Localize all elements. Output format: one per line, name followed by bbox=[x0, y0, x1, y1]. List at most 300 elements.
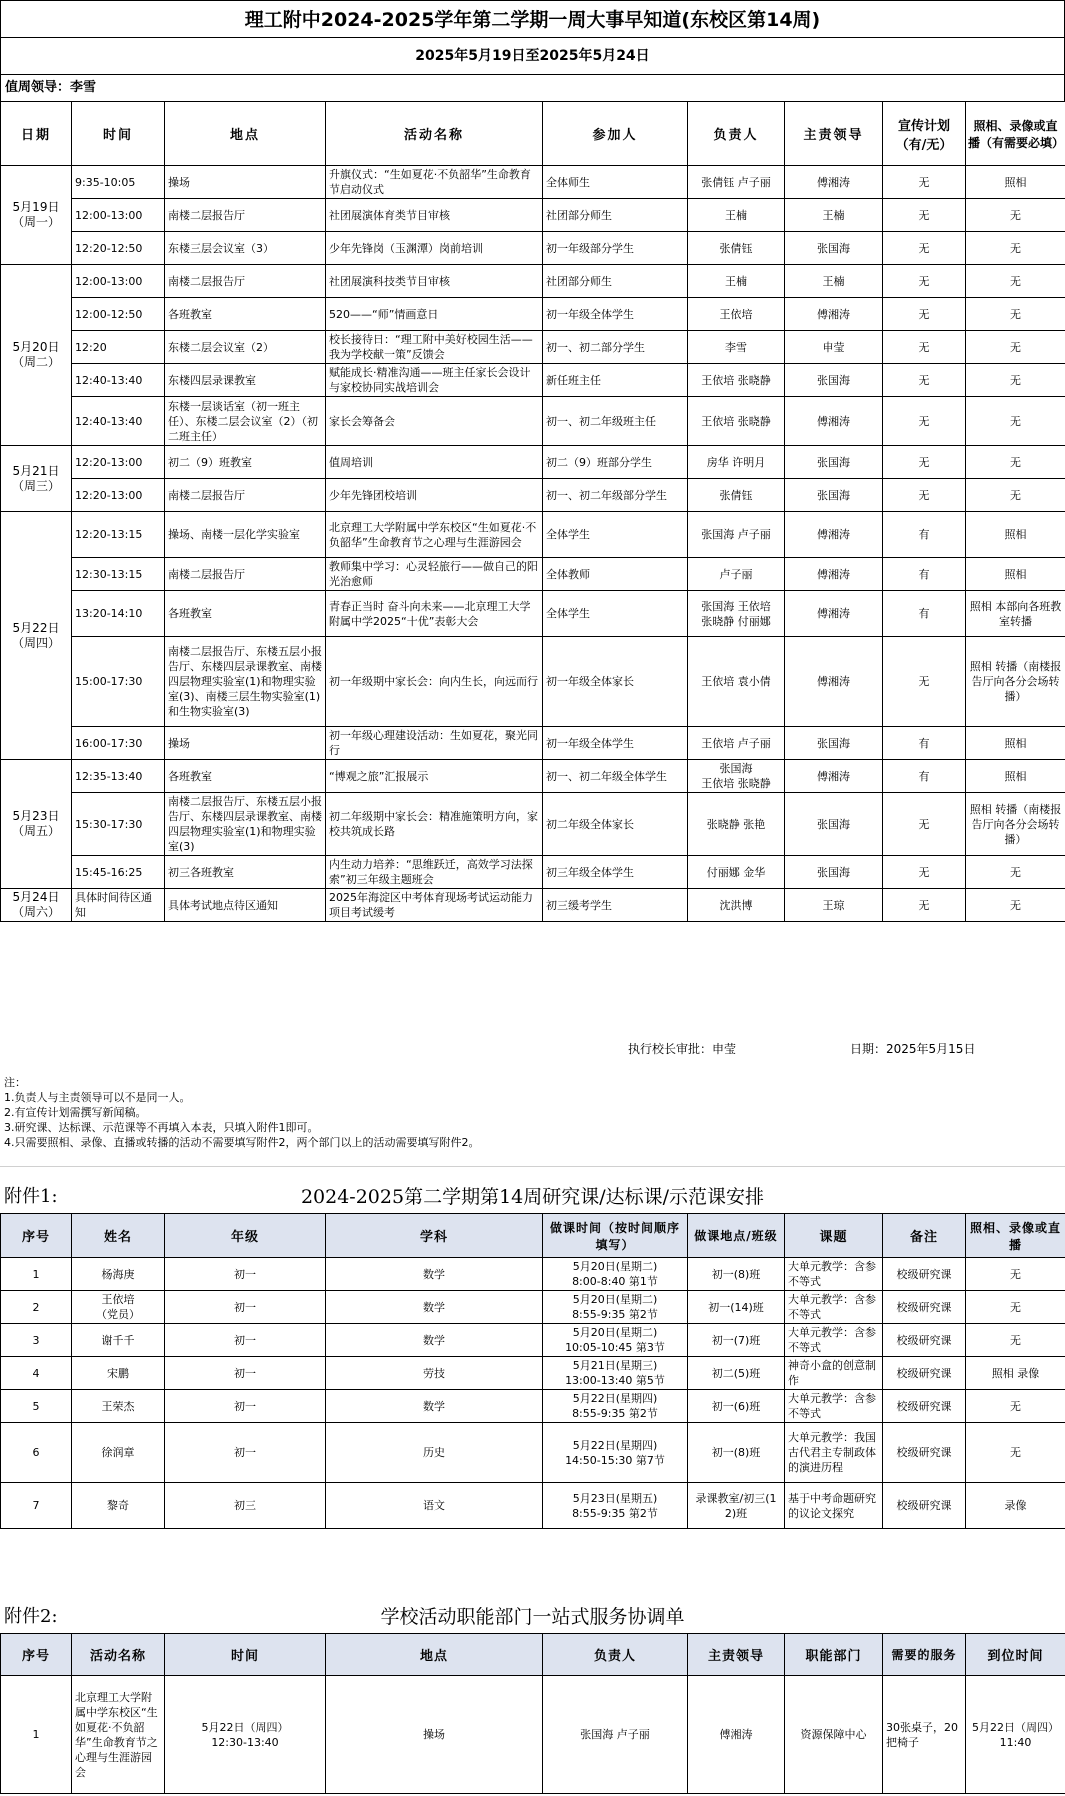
event-activity: 教师集中学习：心灵轻旅行——做自己的阳光治愈师 bbox=[326, 558, 543, 591]
event-leader: 张国海 bbox=[785, 446, 883, 479]
lesson-subject: 数学 bbox=[326, 1258, 543, 1291]
service-activity: 北京理工大学附属中学东校区“生如夏花·不负韶华”生命教育节之心理与生涯游园会 bbox=[72, 1676, 165, 1794]
event-publicity: 有 bbox=[883, 558, 966, 591]
event-participants: 初一、初二部分学生 bbox=[543, 331, 688, 364]
attachment1-row bbox=[1, 1483, 1065, 1529]
event-row bbox=[1, 479, 1065, 512]
service-department: 资源保障中心 bbox=[785, 1676, 883, 1794]
event-place: 初三各班教室 bbox=[165, 856, 326, 889]
event-media: 无 bbox=[966, 331, 1065, 364]
event-owner: 房华 许明月 bbox=[688, 446, 785, 479]
event-publicity: 无 bbox=[883, 331, 966, 364]
event-time: 15:45-16:25 bbox=[72, 856, 165, 889]
event-row bbox=[1, 364, 1065, 397]
event-publicity: 有 bbox=[883, 727, 966, 760]
lesson-topic: 大单元教学：含参不等式 bbox=[785, 1324, 883, 1357]
event-place: 东楼一层谈话室（初一班主任）、东楼二层会议室（2）（初二班主任） bbox=[165, 397, 326, 446]
event-time: 具体时间待区通知 bbox=[72, 889, 165, 922]
lesson-time: 5月20日(星期二) 10:05-10:45 第3节 bbox=[543, 1324, 688, 1357]
event-leader: 张国海 bbox=[785, 479, 883, 512]
event-owner: 李雪 bbox=[688, 331, 785, 364]
event-row bbox=[1, 298, 1065, 331]
day-cell: 5月19日 （周一） bbox=[1, 166, 72, 265]
event-participants: 初一年级全体学生 bbox=[543, 727, 688, 760]
lesson-note: 校级研究课 bbox=[883, 1291, 966, 1324]
lesson-no: 5 bbox=[1, 1390, 72, 1423]
event-place: 南楼二层报告厅 bbox=[165, 479, 326, 512]
event-owner: 付丽娜 金华 bbox=[688, 856, 785, 889]
lesson-teacher: 谢千千 bbox=[72, 1324, 165, 1357]
event-place: 南楼二层报告厅、东楼五层小报告厅、东楼四层录课教室、南楼四层物理实验室(1)和物理实验室(3) bbox=[165, 793, 326, 856]
att1-col-subject: 学科 bbox=[326, 1214, 543, 1258]
event-media: 无 bbox=[966, 446, 1065, 479]
lesson-topic: 大单元教学：含参不等式 bbox=[785, 1291, 883, 1324]
event-media: 照相 bbox=[966, 166, 1065, 199]
lesson-location: 初一(8)班 bbox=[688, 1423, 785, 1483]
event-activity: 升旗仪式：“生如夏花·不负韶华”生命教育节启动仪式 bbox=[326, 166, 543, 199]
attachment1-header-row bbox=[1, 1214, 1065, 1258]
event-activity: 青春正当时 奋斗向未来——北京理工大学附属中学2025“十优”表彰大会 bbox=[326, 591, 543, 637]
lesson-note: 校级研究课 bbox=[883, 1423, 966, 1483]
service-time: 5月22日（周四） 12:30-13:40 bbox=[165, 1676, 326, 1794]
event-place: 东楼三层会议室（3） bbox=[165, 232, 326, 265]
event-publicity: 有 bbox=[883, 512, 966, 558]
duty-leader: 值周领导：李雪 bbox=[0, 75, 1065, 101]
event-leader: 傅湘涛 bbox=[785, 558, 883, 591]
event-participants: 初三年级全体学生 bbox=[543, 856, 688, 889]
notes bbox=[4, 1075, 480, 1150]
lesson-teacher: 王荣杰 bbox=[72, 1390, 165, 1423]
event-time: 15:00-17:30 bbox=[72, 637, 165, 727]
event-media: 无 bbox=[966, 397, 1065, 446]
event-place: 初二（9）班教室 bbox=[165, 446, 326, 479]
event-place: 南楼二层报告厅、东楼五层小报告厅、东楼四层录课教室、南楼四层物理实验室(1)和物理实验室(3)、南楼三层生物实验室(1)和生物实验室(3) bbox=[165, 637, 326, 727]
attachment1-row bbox=[1, 1324, 1065, 1357]
lesson-grade: 初一 bbox=[165, 1324, 326, 1357]
lesson-subject: 语文 bbox=[326, 1483, 543, 1529]
event-publicity: 无 bbox=[883, 397, 966, 446]
lesson-media: 无 bbox=[966, 1324, 1065, 1357]
event-participants: 初一年级部分学生 bbox=[543, 232, 688, 265]
event-owner: 王依培 bbox=[688, 298, 785, 331]
att2-col-owner: 负责人 bbox=[543, 1634, 688, 1676]
attachment1-title bbox=[0, 1176, 1065, 1212]
attachment2-table bbox=[0, 1633, 1065, 1794]
event-row bbox=[1, 856, 1065, 889]
att2-col-place: 地点 bbox=[326, 1634, 543, 1676]
event-owner: 张倩钰 卢子丽 bbox=[688, 166, 785, 199]
event-participants: 全体教师 bbox=[543, 558, 688, 591]
day-cell: 5月22日 （周四） bbox=[1, 512, 72, 760]
event-participants: 初一年级全体学生 bbox=[543, 298, 688, 331]
event-participants: 新任班主任 bbox=[543, 364, 688, 397]
lesson-grade: 初一 bbox=[165, 1423, 326, 1483]
lesson-subject: 数学 bbox=[326, 1324, 543, 1357]
event-owner: 王依培 张晓静 bbox=[688, 397, 785, 446]
event-participants: 初二（9）班部分学生 bbox=[543, 446, 688, 479]
lesson-topic: 基于中考命题研究的议论文探究 bbox=[785, 1483, 883, 1529]
event-time: 12:20 bbox=[72, 331, 165, 364]
event-activity: “博观之旅”汇报展示 bbox=[326, 760, 543, 793]
event-time: 12:35-13:40 bbox=[72, 760, 165, 793]
day-cell: 5月24日 （周六） bbox=[1, 889, 72, 922]
lesson-note: 校级研究课 bbox=[883, 1324, 966, 1357]
lesson-time: 5月21日(星期三) 13:00-13:40 第5节 bbox=[543, 1357, 688, 1390]
event-place: 南楼二层报告厅 bbox=[165, 265, 326, 298]
attachment2-row bbox=[1, 1676, 1065, 1794]
service-owner: 张国海 卢子丽 bbox=[543, 1676, 688, 1794]
col-time: 时间 bbox=[72, 102, 165, 166]
event-row bbox=[1, 265, 1065, 298]
weekly-events-table bbox=[0, 101, 1065, 922]
note-line: 2.有宣传计划需撰写新闻稿。 bbox=[4, 1106, 147, 1119]
lesson-teacher: 杨海庚 bbox=[72, 1258, 165, 1291]
lesson-media: 无 bbox=[966, 1291, 1065, 1324]
lesson-note: 校级研究课 bbox=[883, 1390, 966, 1423]
event-publicity: 无 bbox=[883, 199, 966, 232]
lesson-media: 无 bbox=[966, 1258, 1065, 1291]
event-time: 12:20-12:50 bbox=[72, 232, 165, 265]
event-leader: 张国海 bbox=[785, 232, 883, 265]
col-publicity: 宣传计划（有/无） bbox=[883, 102, 966, 166]
event-activity: 赋能成长·精准沟通——班主任家长会设计与家校协同实战培训会 bbox=[326, 364, 543, 397]
event-media: 照相 bbox=[966, 558, 1065, 591]
att2-col-department: 职能部门 bbox=[785, 1634, 883, 1676]
event-leader: 傅湘涛 bbox=[785, 637, 883, 727]
att1-col-grade: 年级 bbox=[165, 1214, 326, 1258]
event-row bbox=[1, 199, 1065, 232]
service-leader: 傅湘涛 bbox=[688, 1676, 785, 1794]
event-leader: 张国海 bbox=[785, 364, 883, 397]
lesson-topic: 神奇小盒的创意制作 bbox=[785, 1357, 883, 1390]
event-participants: 初一、初二年级部分学生 bbox=[543, 479, 688, 512]
event-time: 15:30-17:30 bbox=[72, 793, 165, 856]
event-owner: 张晓静 张艳 bbox=[688, 793, 785, 856]
lesson-grade: 初一 bbox=[165, 1357, 326, 1390]
lesson-no: 4 bbox=[1, 1357, 72, 1390]
event-row bbox=[1, 397, 1065, 446]
col-participants: 参加人 bbox=[543, 102, 688, 166]
event-activity: 家长会筹备会 bbox=[326, 397, 543, 446]
event-owner: 王依培 袁小倩 bbox=[688, 637, 785, 727]
event-owner: 王楠 bbox=[688, 265, 785, 298]
event-leader: 傅湘涛 bbox=[785, 298, 883, 331]
att2-col-time: 时间 bbox=[165, 1634, 326, 1676]
attachment1-table bbox=[0, 1213, 1065, 1529]
att2-col-leader: 主责领导 bbox=[688, 1634, 785, 1676]
lesson-no: 2 bbox=[1, 1291, 72, 1324]
event-publicity: 无 bbox=[883, 793, 966, 856]
att2-col-service: 需要的服务 bbox=[883, 1634, 966, 1676]
table-header-row bbox=[1, 102, 1065, 166]
event-row bbox=[1, 232, 1065, 265]
event-time: 13:20-14:10 bbox=[72, 591, 165, 637]
lesson-location: 初一(8)班 bbox=[688, 1258, 785, 1291]
event-time: 12:00-13:00 bbox=[72, 199, 165, 232]
event-publicity: 有 bbox=[883, 591, 966, 637]
event-owner: 沈洪博 bbox=[688, 889, 785, 922]
lesson-media: 无 bbox=[966, 1423, 1065, 1483]
lesson-topic: 大单元教学：含参不等式 bbox=[785, 1258, 883, 1291]
att1-col-topic: 课题 bbox=[785, 1214, 883, 1258]
lesson-subject: 数学 bbox=[326, 1390, 543, 1423]
att1-col-media: 照相、录像或直播 bbox=[966, 1214, 1065, 1258]
lesson-no: 7 bbox=[1, 1483, 72, 1529]
lesson-teacher: 黎奇 bbox=[72, 1483, 165, 1529]
event-activity: 社团展演科技类节目审核 bbox=[326, 265, 543, 298]
lesson-location: 初一(14)班 bbox=[688, 1291, 785, 1324]
event-media: 照相 转播（南楼报告厅向各分会场转播） bbox=[966, 637, 1065, 727]
lesson-topic: 大单元教学：我国古代君主专制政体的演进历程 bbox=[785, 1423, 883, 1483]
event-activity: 内生动力培养：“思维跃迁，高效学习法探索”初三年级主题班会 bbox=[326, 856, 543, 889]
day-cell: 5月23日 （周五） bbox=[1, 760, 72, 889]
attachment1-row bbox=[1, 1390, 1065, 1423]
event-row bbox=[1, 166, 1065, 199]
event-time: 16:00-17:30 bbox=[72, 727, 165, 760]
event-place: 各班教室 bbox=[165, 591, 326, 637]
event-media: 照相 bbox=[966, 512, 1065, 558]
lesson-note: 校级研究课 bbox=[883, 1357, 966, 1390]
page-title: 理工附中2024-2025学年第二学期一周大事早知道(东校区第14周) bbox=[0, 0, 1065, 38]
event-participants: 初一、初二年级班主任 bbox=[543, 397, 688, 446]
event-publicity: 无 bbox=[883, 166, 966, 199]
service-arrival: 5月22日（周四） 11:40 bbox=[966, 1676, 1065, 1794]
att2-col-arrival: 到位时间 bbox=[966, 1634, 1065, 1676]
attachment2-heading: 学校活动职能部门一站式服务协调单 bbox=[380, 1606, 685, 1628]
att2-col-activity: 活动名称 bbox=[72, 1634, 165, 1676]
event-media: 照相 bbox=[966, 760, 1065, 793]
event-place: 操场 bbox=[165, 166, 326, 199]
event-leader: 张国海 bbox=[785, 793, 883, 856]
att1-col-no: 序号 bbox=[1, 1214, 72, 1258]
event-activity: 初一年级心理建设活动：生如夏花，聚光同行 bbox=[326, 727, 543, 760]
event-time: 9:35-10:05 bbox=[72, 166, 165, 199]
lesson-time: 5月20日(星期二) 8:55-9:35 第2节 bbox=[543, 1291, 688, 1324]
divider bbox=[0, 1166, 1065, 1167]
lesson-time: 5月22日(星期四) 14:50-15:30 第7节 bbox=[543, 1423, 688, 1483]
event-leader: 王楠 bbox=[785, 265, 883, 298]
event-media: 照相 转播（南楼报告厅向各分会场转播） bbox=[966, 793, 1065, 856]
event-owner: 王楠 bbox=[688, 199, 785, 232]
day-cell: 5月21日 （周三） bbox=[1, 446, 72, 512]
note-line: 3.研究课、达标课、示范课等不再填入本表，只填入附件1即可。 bbox=[4, 1121, 319, 1134]
attachment2-prefix: 附件2: bbox=[4, 1606, 58, 1627]
service-no: 1 bbox=[1, 1676, 72, 1794]
event-media: 无 bbox=[966, 298, 1065, 331]
event-time: 12:20-13:00 bbox=[72, 479, 165, 512]
col-media: 照相、录像或直播（有需要必填） bbox=[966, 102, 1065, 166]
event-media: 无 bbox=[966, 364, 1065, 397]
event-participants: 社团部分师生 bbox=[543, 265, 688, 298]
lesson-subject: 劳技 bbox=[326, 1357, 543, 1390]
event-place: 各班教室 bbox=[165, 760, 326, 793]
event-activity: 少年先锋团校培训 bbox=[326, 479, 543, 512]
event-media: 照相 bbox=[966, 727, 1065, 760]
event-leader: 傅湘涛 bbox=[785, 512, 883, 558]
event-publicity: 无 bbox=[883, 298, 966, 331]
event-leader: 傅湘涛 bbox=[785, 760, 883, 793]
event-activity: 北京理工大学附属中学东校区“生如夏花·不负韶华”生命教育节之心理与生涯游园会 bbox=[326, 512, 543, 558]
approval-date: 日期：2025年5月15日 bbox=[850, 1042, 976, 1056]
event-media: 无 bbox=[966, 479, 1065, 512]
event-row bbox=[1, 793, 1065, 856]
event-media: 无 bbox=[966, 199, 1065, 232]
event-publicity: 无 bbox=[883, 232, 966, 265]
event-row bbox=[1, 637, 1065, 727]
lesson-media: 照相 录像 bbox=[966, 1357, 1065, 1390]
event-row bbox=[1, 331, 1065, 364]
event-time: 12:00-13:00 bbox=[72, 265, 165, 298]
attachment1-prefix: 附件1: bbox=[4, 1186, 58, 1207]
event-publicity: 无 bbox=[883, 856, 966, 889]
event-leader: 张国海 bbox=[785, 856, 883, 889]
lesson-media: 录像 bbox=[966, 1483, 1065, 1529]
event-leader: 傅湘涛 bbox=[785, 397, 883, 446]
col-activity: 活动名称 bbox=[326, 102, 543, 166]
approval-signature: 执行校长审批：申莹 bbox=[628, 1042, 737, 1056]
col-owner: 负责人 bbox=[688, 102, 785, 166]
event-row bbox=[1, 446, 1065, 479]
event-owner: 王依培 卢子丽 bbox=[688, 727, 785, 760]
event-row bbox=[1, 727, 1065, 760]
lesson-grade: 初一 bbox=[165, 1258, 326, 1291]
event-time: 12:20-13:15 bbox=[72, 512, 165, 558]
event-row bbox=[1, 760, 1065, 793]
date-range: 2025年5月19日至2025年5月24日 bbox=[0, 38, 1065, 75]
service-place: 操场 bbox=[326, 1676, 543, 1794]
event-place: 操场、南楼一层化学实验室 bbox=[165, 512, 326, 558]
event-row bbox=[1, 558, 1065, 591]
lesson-location: 初一(6)班 bbox=[688, 1390, 785, 1423]
lesson-time: 5月22日(星期四) 8:55-9:35 第2节 bbox=[543, 1390, 688, 1423]
event-participants: 初二年级全体家长 bbox=[543, 793, 688, 856]
lesson-subject: 历史 bbox=[326, 1423, 543, 1483]
event-owner: 张倩钰 bbox=[688, 479, 785, 512]
lesson-teacher: 宋鹏 bbox=[72, 1357, 165, 1390]
event-activity: 值周培训 bbox=[326, 446, 543, 479]
event-activity: 520——“师”情画意日 bbox=[326, 298, 543, 331]
event-leader: 申莹 bbox=[785, 331, 883, 364]
col-leader: 主责领导 bbox=[785, 102, 883, 166]
lesson-subject: 数学 bbox=[326, 1291, 543, 1324]
event-owner: 张国海 卢子丽 bbox=[688, 512, 785, 558]
event-row bbox=[1, 591, 1065, 637]
lesson-teacher: 徐润章 bbox=[72, 1423, 165, 1483]
event-leader: 张国海 bbox=[785, 727, 883, 760]
lesson-no: 1 bbox=[1, 1258, 72, 1291]
event-media: 无 bbox=[966, 856, 1065, 889]
event-owner: 张国海 王依培 张晓静 付丽娜 bbox=[688, 591, 785, 637]
event-row bbox=[1, 889, 1065, 922]
event-publicity: 有 bbox=[883, 760, 966, 793]
event-media: 无 bbox=[966, 232, 1065, 265]
attachment1-row bbox=[1, 1357, 1065, 1390]
lesson-time: 5月23日(星期五) 8:55-9:35 第2节 bbox=[543, 1483, 688, 1529]
event-activity: 初一年级期中家长会：向内生长，向远而行 bbox=[326, 637, 543, 727]
lesson-note: 校级研究课 bbox=[883, 1258, 966, 1291]
attachment2-header-row bbox=[1, 1634, 1065, 1676]
event-activity: 初二年级期中家长会：精准施策明方向，家校共筑成长路 bbox=[326, 793, 543, 856]
lesson-grade: 初一 bbox=[165, 1291, 326, 1324]
event-publicity: 无 bbox=[883, 889, 966, 922]
att2-col-no: 序号 bbox=[1, 1634, 72, 1676]
event-participants: 社团部分师生 bbox=[543, 199, 688, 232]
event-media: 无 bbox=[966, 265, 1065, 298]
event-activity: 社团展演体育类节目审核 bbox=[326, 199, 543, 232]
event-publicity: 无 bbox=[883, 446, 966, 479]
event-activity: 2025年海淀区中考体育现场考试运动能力项目考试缓考 bbox=[326, 889, 543, 922]
att1-col-time: 做课时间（按时间顺序填写） bbox=[543, 1214, 688, 1258]
event-place: 操场 bbox=[165, 727, 326, 760]
event-owner: 卢子丽 bbox=[688, 558, 785, 591]
lesson-topic: 大单元教学：含参不等式 bbox=[785, 1390, 883, 1423]
event-participants: 全体学生 bbox=[543, 591, 688, 637]
note-line: 1.负责人与主责领导可以不是同一人。 bbox=[4, 1091, 191, 1104]
lesson-location: 初二(5)班 bbox=[688, 1357, 785, 1390]
event-owner: 张倩钰 bbox=[688, 232, 785, 265]
lesson-media: 无 bbox=[966, 1390, 1065, 1423]
lesson-teacher: 王依培 （党员） bbox=[72, 1291, 165, 1324]
att1-col-name: 姓名 bbox=[72, 1214, 165, 1258]
lesson-time: 5月20日(星期二) 8:00-8:40 第1节 bbox=[543, 1258, 688, 1291]
event-place: 南楼二层报告厅 bbox=[165, 558, 326, 591]
event-place: 东楼四层录课教室 bbox=[165, 364, 326, 397]
event-leader: 傅湘涛 bbox=[785, 591, 883, 637]
event-media: 照相 本部向各班教室转播 bbox=[966, 591, 1065, 637]
event-time: 12:00-12:50 bbox=[72, 298, 165, 331]
event-place: 东楼二层会议室（2） bbox=[165, 331, 326, 364]
note-line: 注： bbox=[4, 1076, 26, 1089]
service-needed: 30张桌子，20把椅子 bbox=[883, 1676, 966, 1794]
lesson-grade: 初三 bbox=[165, 1483, 326, 1529]
attachment1-row bbox=[1, 1423, 1065, 1483]
event-participants: 初三缓考学生 bbox=[543, 889, 688, 922]
attachment1-heading: 2024-2025第二学期第14周研究课/达标课/示范课安排 bbox=[300, 1186, 765, 1208]
att1-col-location: 做课地点/班级 bbox=[688, 1214, 785, 1258]
event-activity: 少年先锋岗（玉渊潭）岗前培训 bbox=[326, 232, 543, 265]
event-participants: 初一、初二年级全体学生 bbox=[543, 760, 688, 793]
attachment1-row bbox=[1, 1258, 1065, 1291]
event-owner: 王依培 张晓静 bbox=[688, 364, 785, 397]
lesson-note: 校级研究课 bbox=[883, 1483, 966, 1529]
lesson-location: 录课教室/初三(12)班 bbox=[688, 1483, 785, 1529]
event-publicity: 无 bbox=[883, 637, 966, 727]
col-date: 日期 bbox=[1, 102, 72, 166]
event-participants: 初一年级全体家长 bbox=[543, 637, 688, 727]
lesson-grade: 初一 bbox=[165, 1390, 326, 1423]
event-place: 具体考试地点待区通知 bbox=[165, 889, 326, 922]
event-leader: 傅湘涛 bbox=[785, 166, 883, 199]
lesson-no: 3 bbox=[1, 1324, 72, 1357]
event-owner: 张国海 王依培 张晓静 bbox=[688, 760, 785, 793]
attachment2-title bbox=[0, 1596, 1065, 1632]
lesson-no: 6 bbox=[1, 1423, 72, 1483]
event-leader: 王楠 bbox=[785, 199, 883, 232]
event-place: 各班教室 bbox=[165, 298, 326, 331]
attachment1-row bbox=[1, 1291, 1065, 1324]
event-leader: 王琼 bbox=[785, 889, 883, 922]
att1-col-note: 备注 bbox=[883, 1214, 966, 1258]
event-publicity: 无 bbox=[883, 364, 966, 397]
col-place: 地点 bbox=[165, 102, 326, 166]
event-publicity: 无 bbox=[883, 265, 966, 298]
event-place: 南楼二层报告厅 bbox=[165, 199, 326, 232]
event-time: 12:40-13:40 bbox=[72, 364, 165, 397]
event-participants: 全体师生 bbox=[543, 166, 688, 199]
note-line: 4.只需要照相、录像、直播或转播的活动不需要填写附件2，两个部门以上的活动需要填写附件2。 bbox=[4, 1136, 480, 1149]
lesson-location: 初一(7)班 bbox=[688, 1324, 785, 1357]
event-media: 无 bbox=[966, 889, 1065, 922]
